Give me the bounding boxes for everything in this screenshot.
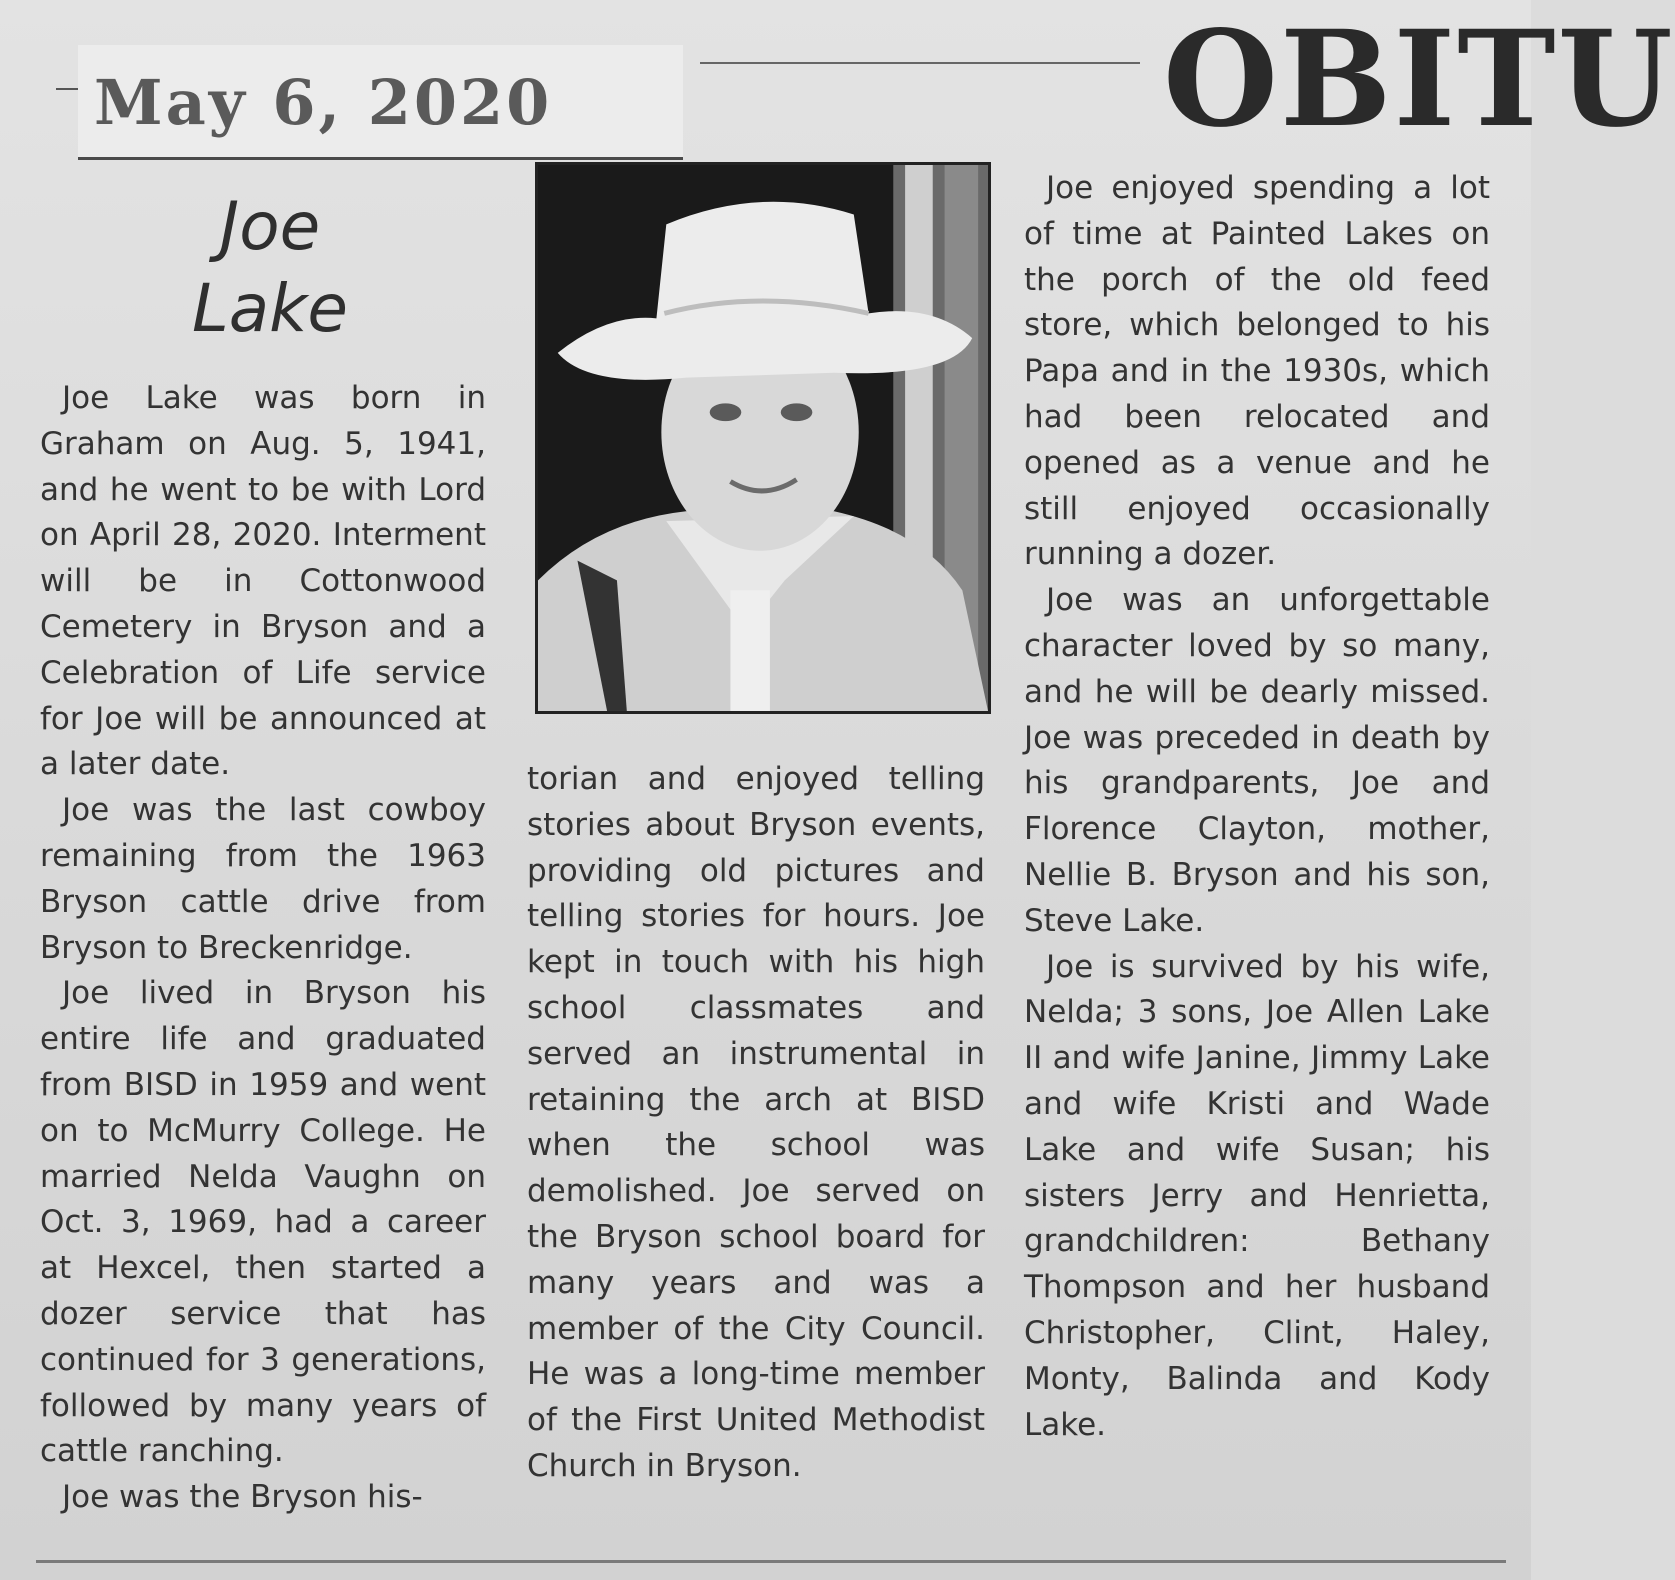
paragraph-historian-cont: torian and enjoyed telling stories about Bryson events, providing old pictures and telling stories for hours. Joe kept in touch with his high school classmates and served an instrumental in retaining the arch at BISD when the school was demolished. Joe served on the Bryson school board for many years and was a member of the City Council. He was a long-time member of the First United Methodist Church in Bryson. [527, 761, 985, 1484]
paragraph-survived: Joe is survived by his wife, Nelda; 3 sons, Joe Allen Lake II and wife Janine, Jimmy Lake and wife Kristi and Wade Lake and wife Susan; his sisters Jerry and Henrietta, grandchildren: Bethany Thompson and her husband Christopher, Clint, Haley, Monty, Balinda and Kody Lake. [1024, 948, 1490, 1443]
column-2 [527, 757, 985, 1490]
bottom-rule [36, 1560, 1506, 1563]
paragraph-painted-lakes: Joe enjoyed spending a lot of time at Painted Lakes on the porch of the old feed store, which belonged to his Papa and in the 1930s, which had been relocated and opened as a venue and he still enjoyed occasionally running a dozer. [1024, 170, 1490, 573]
paragraph-birth: Joe Lake was born in Graham on Aug. 5, 1941, and he went to be with Lord on April 28, 2020. Interment will be in Cottonwood Cemetery in Bryson and a Celebration of Life service for Joe will be announced at a later date. [40, 380, 486, 783]
column-1 [40, 376, 486, 1521]
portrait-photo [535, 162, 991, 714]
column-3 [1024, 166, 1490, 1448]
issue-date: May 6, 2020 [94, 66, 553, 139]
paragraph-life: Joe lived in Bryson his entire life and graduated from BISD in 1959 and went on to McMurry College. He married Nelda Vaughn on Oct. 3, 1969, had a career at Hexcel, then started a dozer service that has continued for 3 generations, followed by many years of cattle ranching. [40, 975, 486, 1470]
paragraph-preceded: Joe was an unforgettable character loved by so many, and he will be dearly missed. Joe was preceded in death by his grandparents, Joe and Florence Clayton, mother, Nellie B. Bryson and his son, Steve Lake. [1024, 582, 1490, 939]
paragraph-historian-start: Joe was the Bryson his- [62, 1479, 423, 1516]
section-title: OBITU [1163, 2, 1675, 157]
header-rule [700, 62, 1140, 64]
header-rule-left [56, 88, 80, 90]
portrait-image [538, 165, 988, 711]
paragraph-cattle-drive: Joe was the last cowboy remaining from the 1963 Bryson cattle drive from Bryson to Breckenridge. [40, 792, 486, 966]
obituary-name-first: Joe [219, 188, 321, 265]
obituary-name-last: Lake [191, 270, 349, 347]
